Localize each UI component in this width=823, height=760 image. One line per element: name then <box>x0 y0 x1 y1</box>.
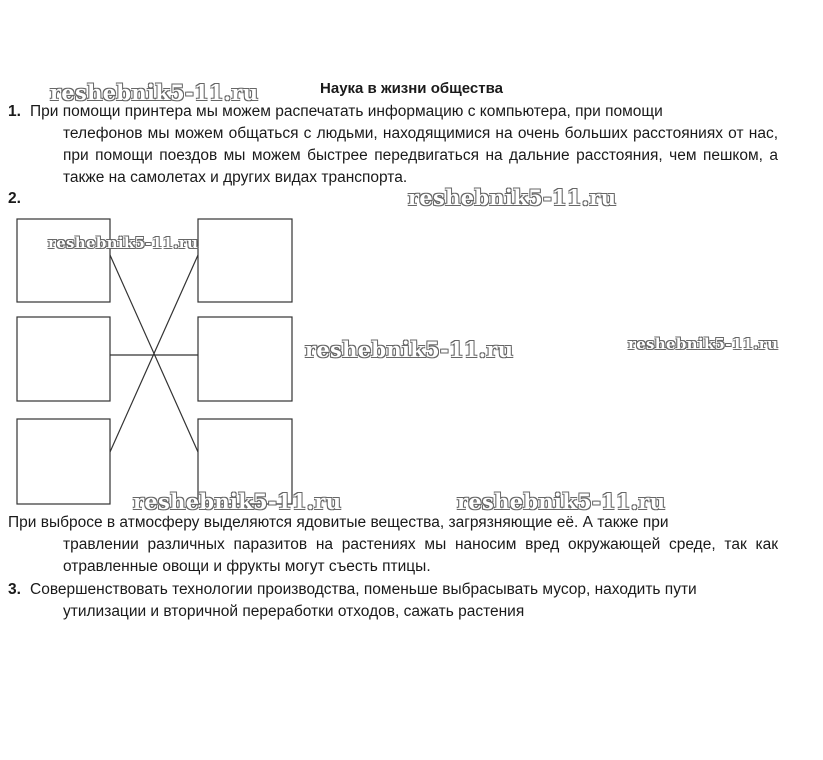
answer-2-text: травлении различных паразитов на растениях мы наносим вред окружающей среде, так как отравленные овощи и фрукты могут съесть птицы. <box>63 536 778 575</box>
answer-2-number: 2. <box>8 190 21 207</box>
answer-1 <box>8 101 778 189</box>
watermark: reshebnik5-11.ru <box>48 234 199 252</box>
page-title: Наука в жизни общества <box>320 80 503 97</box>
answer-3-number: 3. <box>8 581 21 598</box>
diagram-box-left-bottom <box>17 419 110 504</box>
watermark: reshebnik5-11.ru <box>628 335 779 353</box>
diagram-box-right-middle <box>198 317 292 401</box>
watermark: reshebnik5-11.ru <box>50 80 259 105</box>
watermark: reshebnik5-11.ru <box>305 337 514 362</box>
answer-3 <box>8 579 778 623</box>
answer-2-first-line: При выбросе в атмосферу выделяются ядовитые вещества, загрязняющие её. А также при <box>8 514 669 531</box>
diagram-box-right-top <box>198 219 292 302</box>
answer-3-first-line: Совершенствовать технологии производства, поменьше выбрасывать мусор, находить пути <box>30 581 697 598</box>
answer-2 <box>8 512 778 578</box>
watermark: reshebnik5-11.ru <box>457 489 666 514</box>
answer-1-text: телефонов мы можем общаться с людьми, находящимися на очень больших расстояниях от нас, при помощи поездов мы можем быстрее передвигаться на дальние расстояния, чем пешком, а также на самолетах и других видах транспорта. <box>63 125 778 186</box>
diagram-box-left-top <box>17 219 110 302</box>
watermark: reshebnik5-11.ru <box>133 489 342 514</box>
answer-3-text: утилизации и вторичной переработки отходов, сажать растения <box>63 603 525 620</box>
watermark: reshebnik5-11.ru <box>408 185 617 210</box>
diagram-box-left-middle <box>17 317 110 401</box>
answer-1-number: 1. <box>8 103 21 120</box>
answer-1-first-line: При помощи принтера мы можем распечатать информацию с компьютера, при помощи <box>30 103 663 120</box>
